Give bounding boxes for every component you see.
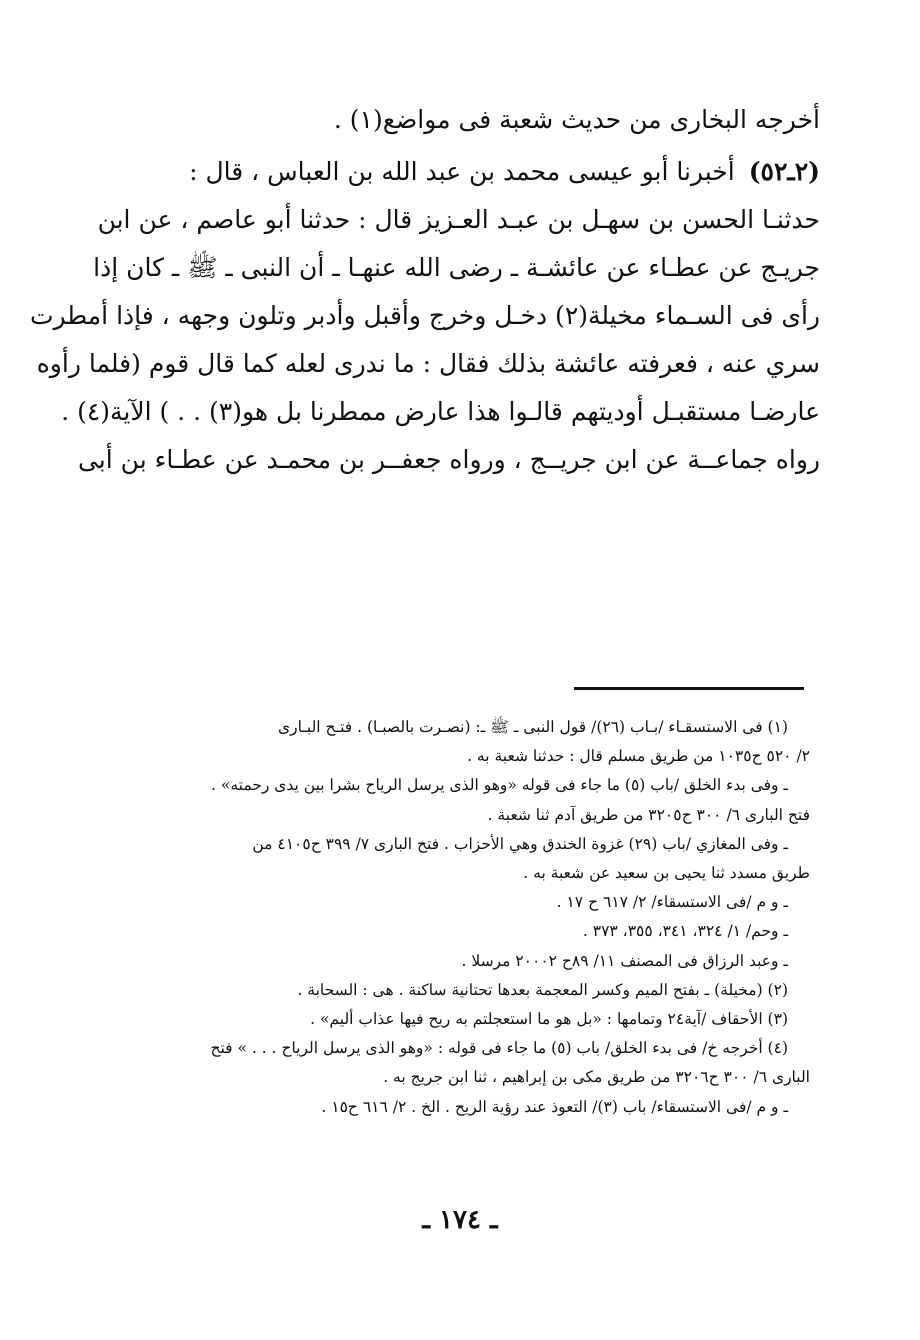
footnote-line: (٤) أخرجه خ/ فى بدء الخلق/ باب (٥) ما جاء فى قوله : «وهو الذى يرسل الرياح . . . » فتح: [210, 1039, 788, 1058]
footnote-line: فتح البارى ٦/ ٣٠٠ ح٣٢٠٥ من طريق آدم ثنا شعبة .: [487, 805, 810, 824]
main-text-line-content: أخبرنا أبو عيسى محمد بن عبد الله بن العباس ، قال :: [189, 157, 735, 186]
footnote-line: ٢/ ٥٢٠ ح١٠٣٥ من طريق مسلم قال : حدثنا شعبة به .: [467, 747, 810, 766]
footnotes-block: [105, 713, 810, 1122]
main-text-line: سري عنه ، فعرفته عائشة بذلك فقال : ما ندرى لعله كما قال قوم (فلما رأوه: [36, 349, 820, 378]
footnote-line: ـ وحم/ ١/ ٣٢٤، ٣٤١، ٣٥٥، ٣٧٣ .: [582, 922, 788, 941]
main-text-line: حدثنـا الحسن بن سهـل بن عبـد العـزيز قال : حدثنا أبو عاصم ، عن ابن: [97, 205, 820, 234]
hadith-number: (٢ـ٥٢): [748, 157, 820, 186]
footnote-separator: [574, 687, 804, 690]
main-text-line: جريـج عن عطـاء عن عائشـة ـ رضى الله عنهـا ـ أن النبى ـ ﷺ ـ كان إذا: [93, 253, 820, 282]
main-text-line: رواه جماعــة عن ابن جريــج ، ورواه جعفــر بن محمـد عن عطـاء بن أبى: [77, 445, 820, 474]
main-text-line: عارضـا مستقبـل أوديتهم قالـوا هذا عارض ممطرنا بل هو(٣) . . ) الآية(٤) .: [61, 397, 820, 426]
footnote-line: ـ وفى المغازي /باب (٢٩) غزوة الخندق وهي الأحزاب . فتح البارى ٧/ ٣٩٩ ح٤١٠٥ من: [252, 834, 788, 853]
footnote-line: ـ وفى بدء الخلق /باب (٥) ما جاء فى قوله «وهو الذى يرسل الرياح بشرا بين يدى رحمته» .: [211, 776, 788, 795]
footnote-line: ـ و م /فى الاستسقاء/ باب (٣)/ التعوذ عند رؤية الريح . الخ . ٢/ ٦١٦ ح١٥ .: [321, 1097, 788, 1116]
main-text-line: رأى فى السـماء مخيلة(٢) دخـل وخرج وأقبل وأدبر وتلون وجهه ، فإذا أمطرت: [29, 301, 820, 330]
footnote-ref: (١) .: [333, 105, 383, 134]
main-text-line-content: أخرجه البخارى من حديث شعبة فى مواضع: [382, 105, 820, 134]
footnote-line: ـ و م /فى الاستسقاء/ ٢/ ٦١٧ ح ١٧ .: [556, 893, 788, 912]
footnote-line: (٢) (مخيلة) ـ بفتح الميم وكسر المعجمة بعدها تحتانية ساكنة . هى : السحابة .: [297, 980, 788, 999]
main-text-line: [105, 148, 820, 196]
footnote-line: ـ وعبد الرزاق فى المصنف ١١/ ٨٩ح ٢٠٠٠٢ مرسلا .: [461, 951, 788, 970]
footnote-line: (١) فى الاستسقـاء /بـاب (٢٦)/ قول النبى ـ ﷺ ـ: (نصـرت بالصبـا) . فتـح البـارى: [278, 718, 788, 736]
footnote-line: طريق مسدد ثنا يحيى بن سعيد عن شعبة به .: [523, 864, 810, 883]
main-text-line: [105, 96, 820, 144]
footnote-line: البارى ٦/ ٣٠٠ ح٣٢٠٦ من طريق مكى بن إبراهيم ، ثنا ابن جريج به .: [383, 1068, 810, 1087]
main-text-block: [29, 96, 820, 484]
page-number: ـ ١٧٤ ـ: [422, 1205, 498, 1235]
footnote-line: (٣) الأحقاف /آية٢٤ وتمامها : «بل هو ما استعجلتم به ريح فيها عذاب أليم» .: [310, 1010, 788, 1029]
